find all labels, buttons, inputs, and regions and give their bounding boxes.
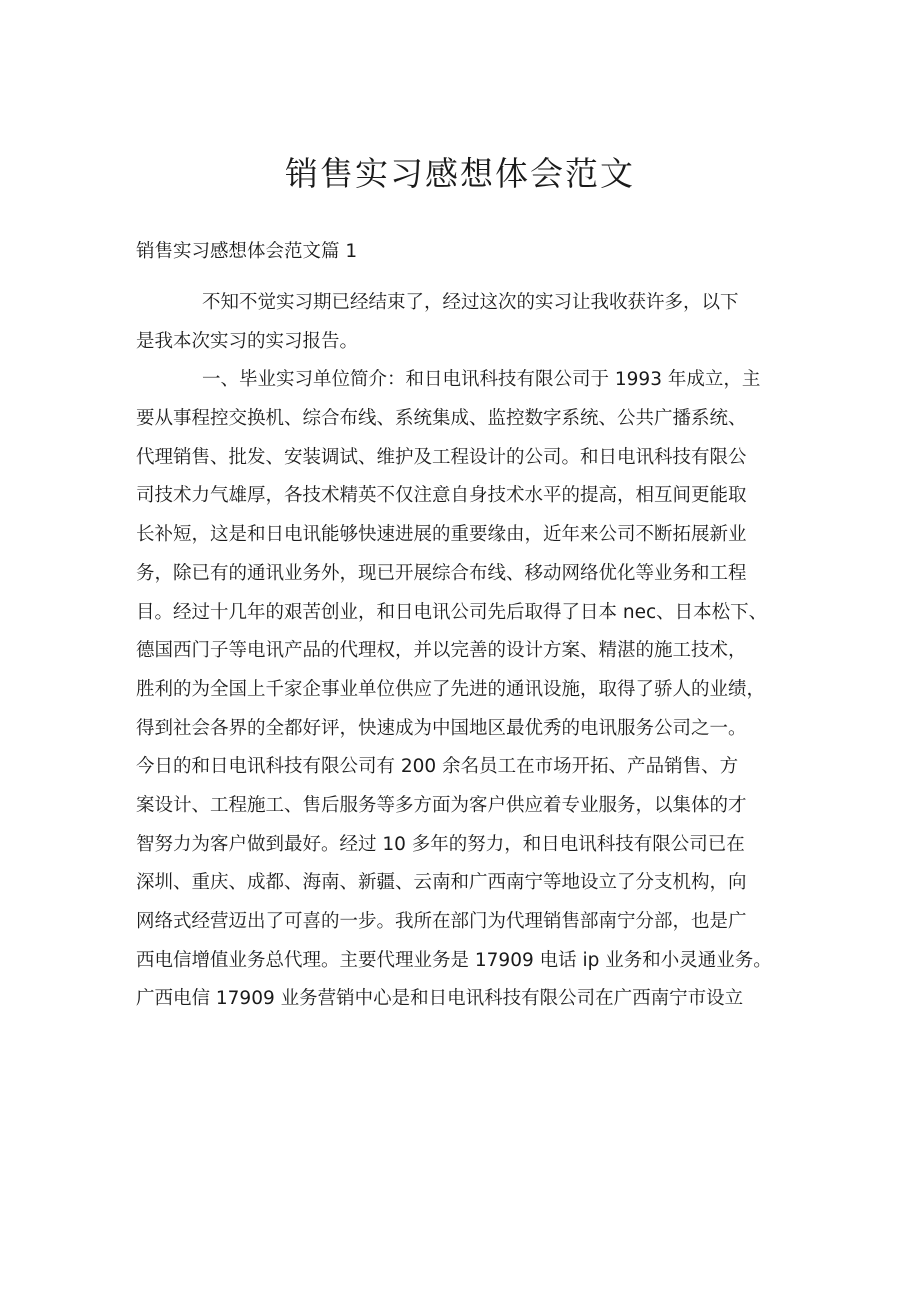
- paragraph-line: 一、毕业实习单位简介：和日电讯科技有限公司于 1993 年成立，主: [202, 369, 761, 391]
- section-heading: 销售实习感想体会范文篇 1: [136, 241, 358, 262]
- paragraph-line: 务，除已有的通讯业务外，现已开展综合布线、移动网络优化等业务和工程: [136, 562, 747, 584]
- paragraph-line: 德国西门子等电讯产品的代理权，并以完善的设计方案、精湛的施工技术，: [136, 640, 747, 662]
- paragraph-line: 案设计、工程施工、售后服务等多方面为客户供应着专业服务，以集体的才: [136, 794, 747, 816]
- paragraph-line: 智努力为客户做到最好。经过 10 多年的努力，和日电讯科技有限公司已在: [136, 833, 745, 855]
- paragraph-line: 目。经过十几年的艰苦创业，和日电讯公司先后取得了日本 nec、日本松下、: [136, 601, 768, 623]
- body-text: [136, 284, 800, 1019]
- paragraph-line: 深圳、重庆、成都、海南、新疆、云南和广西南宁等地设立了分支机构，向: [136, 872, 747, 894]
- paragraph-line: 是我本次实习的实习报告。: [136, 330, 359, 352]
- paragraph-line: 司技术力气雄厚，各技术精英不仅注意自身技术水平的提高，相互间更能取: [136, 485, 747, 507]
- paragraph-line: 网络式经营迈出了可喜的一步。我所在部门为代理销售部南宁分部，也是广: [136, 911, 747, 932]
- paragraph-line: 不知不觉实习期已经结束了，经过这次的实习让我收获许多，以下: [202, 292, 739, 313]
- paragraph-line: 代理销售、批发、安装调试、维护及工程设计的公司。和日电讯科技有限公: [136, 446, 747, 468]
- paragraph-line: 胜利的为全国上千家企事业单位供应了先进的通讯设施，取得了骄人的业绩，: [136, 678, 766, 700]
- paragraph-line: 得到社会各界的全都好评，快速成为中国地区最优秀的电讯服务公司之一。: [136, 717, 747, 739]
- paragraph-line: 广西电信 17909 业务营销中心是和日电讯科技有限公司在广西南宁市设立: [136, 988, 744, 1010]
- paragraph-line: 今日的和日电讯科技有限公司有 200 余名员工在市场开拓、产品销售、方: [136, 756, 739, 778]
- paragraph-line: 长补短，这是和日电讯能够快速进展的重要缘由，近年来公司不断拓展新业: [136, 524, 747, 546]
- paragraph-line: 西电信增值业务总代理。主要代理业务是 17909 电话 ip 业务和小灵通业务。: [136, 949, 772, 971]
- document-title: 销售实习感想体会范文: [285, 154, 635, 193]
- paragraph-line: 要从事程控交换机、综合布线、系统集成、监控数字系统、公共广播系统、: [136, 408, 747, 430]
